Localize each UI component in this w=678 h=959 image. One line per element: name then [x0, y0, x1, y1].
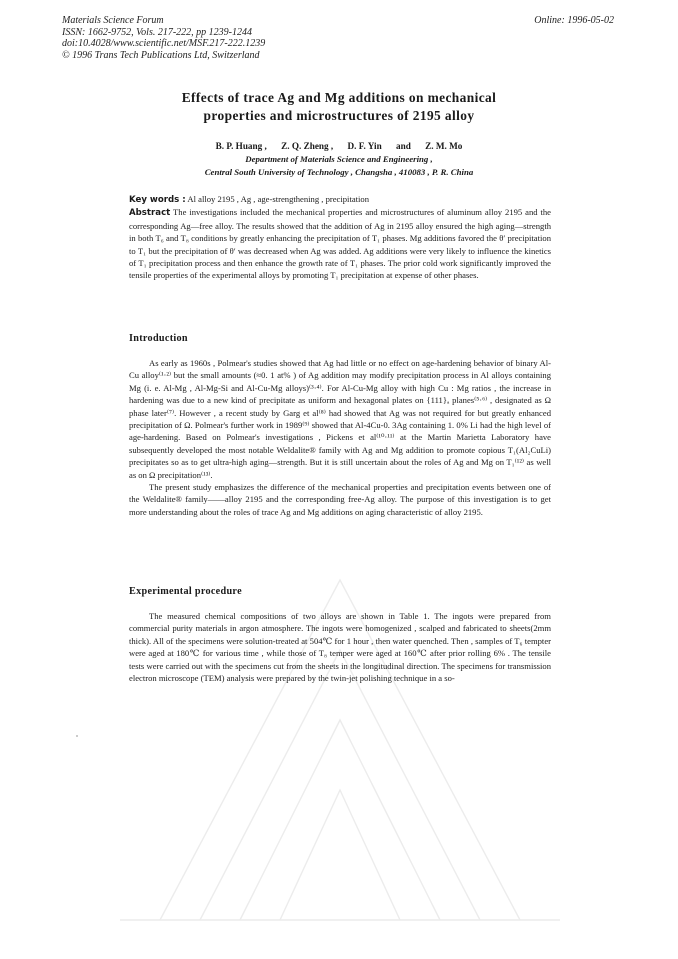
author-list [100, 140, 578, 152]
abstract [129, 206, 551, 281]
affiliation-department: Department of Materials Science and Engineering , [245, 154, 433, 164]
front-matter [129, 193, 551, 282]
copyright-line: © 1996 Trans Tech Publications Ltd, Switzerland [62, 49, 260, 61]
abstract-text: The investigations included the mechanical properties and microstructures of aluminum alloy 2195 and the corresponding Ag—free alloy. The results showed that the addition of Ag in 2195 alloy ensured the high aging—strength in both T₆ and T₈ conditions by greatly enhancing the precipitation of T₁ phases. Mg additions favored the θ′ precipitation to T₁ but the precipitation of θ′ was decreased when Ag was added. Ag additions were very likely to influence the kinetics of T₁ precipitation process and then enhance the growth rate of T₁ phases. The prior cold work significantly improved the tensile properties of the experimental alloys by promoting T₁ precipitation at expense of other phases. [129, 207, 551, 281]
introduction-paragraph-1: As early as 1960s , Polmear's studies showed that Ag had little or no effect on age-hardening behavior of binary Al-Cu alloy⁽¹·²⁾ but the small amounts (≈0. 1 at% ) of Ag addition may modify precipitation process in Al alloys containing Mg (i. e. Al-Mg , Al-Mg-Si and Al-Cu-Mg alloys)⁽³·⁴⁾. For Al-Cu-Mg alloy with high Cu : Mg ratios , the increase in hardening was due to a new kind of precipitate as uniform and hexagonal plates on {111}ₐ planes⁽⁵·⁶⁾ , designated as Ω phase later⁽⁷⁾. However , a recent study by Garg et al⁽⁸⁾ had showed that Ag was not required for but greatly enhanced precipitation of Ω. Polmear's further work in 1989⁽⁹⁾ showed that Al-4Cu-0. 3Ag containing 1. 0% Li had the high level of age-hardening. Based on Polmear's investigations , Pickens et al⁽¹⁰·¹¹⁾ at the Martin Marietta Laboratory have subsequently developed the most notable Weldalite® family with Ag and Mg addition to promote copious T₁(Al₂CuLi) precipitates so as to get ultra-high aging—strength. But it is still uncertain about the roles of Ag and Mg on T₁⁽¹²⁾ as well as on Ω precipitation⁽¹³⁾. [129, 358, 551, 480]
citation-block [62, 15, 392, 61]
author-1: B. P. Huang , [215, 141, 267, 151]
experimental-heading: Experimental procedure [129, 586, 242, 597]
experimental-paragraph-1: The measured chemical compositions of two alloys are shown in Table 1. The ingots were prepared from commercial purity materials in argon atmosphere. The ingots were homogenized , scalped and fabricated to sheets(2mm thick). All of the specimens were solution-treated at 504℃ for 1 hour , then water quenched. Then , samples of T₆ tempter were aged at 180℃ for various time , while those of T₈ temper were aged at 160℃ after prior rolling 6% . The tensile tests were carried out with the specimens cut from the sheets in the longitudinal direction. The specimens for transmission electron microscope (TEM) analysis were prepared by the twin-jet polishing technique in a so- [129, 611, 551, 684]
introduction-heading: Introduction [129, 333, 188, 344]
title-line-1: Effects of trace Ag and Mg additions on mechanical [181, 90, 497, 105]
paper-title [100, 89, 578, 125]
abstract-label: Abstract [129, 208, 171, 219]
experimental-body [129, 610, 551, 684]
author-2: Z. Q. Zheng , [281, 141, 334, 151]
introduction-body [129, 357, 551, 518]
author-conjunction: and [396, 141, 411, 151]
title-line-2: properties and microstructures of 2195 alloy [203, 108, 475, 123]
affiliation [80, 153, 598, 178]
keywords-text: Al alloy 2195 , Ag , age-strengthening , precipitation [185, 194, 370, 204]
margin-mark [76, 735, 78, 737]
keywords [129, 193, 551, 206]
author-4: Z. M. Mo [425, 141, 463, 151]
author-3: D. F. Yin [347, 141, 382, 151]
online-date: Online: 1996-05-02 [534, 15, 614, 26]
affiliation-university: Central South University of Technology , Changsha , 410083 , P. R. China [204, 166, 474, 177]
keywords-label: Key words : [129, 195, 186, 205]
doi-line: doi:10.4028/www.scientific.net/MSF.217-222.1239 [62, 38, 266, 50]
issn-line: ISSN: 1662-9752, Vols. 217-222, pp 1239-1244 [62, 26, 252, 38]
introduction-paragraph-2: The present study emphasizes the difference of the mechanical properties and precipitation events between one of the Weldalite® family——alloy 2195 and the corresponding free-Ag alloy. The purpose of this investigation is to get more understanding about the roles of trace Ag and Mg additions on aging characteristic of alloy 2195. [129, 482, 551, 517]
journal-name: Materials Science Forum [62, 15, 164, 26]
